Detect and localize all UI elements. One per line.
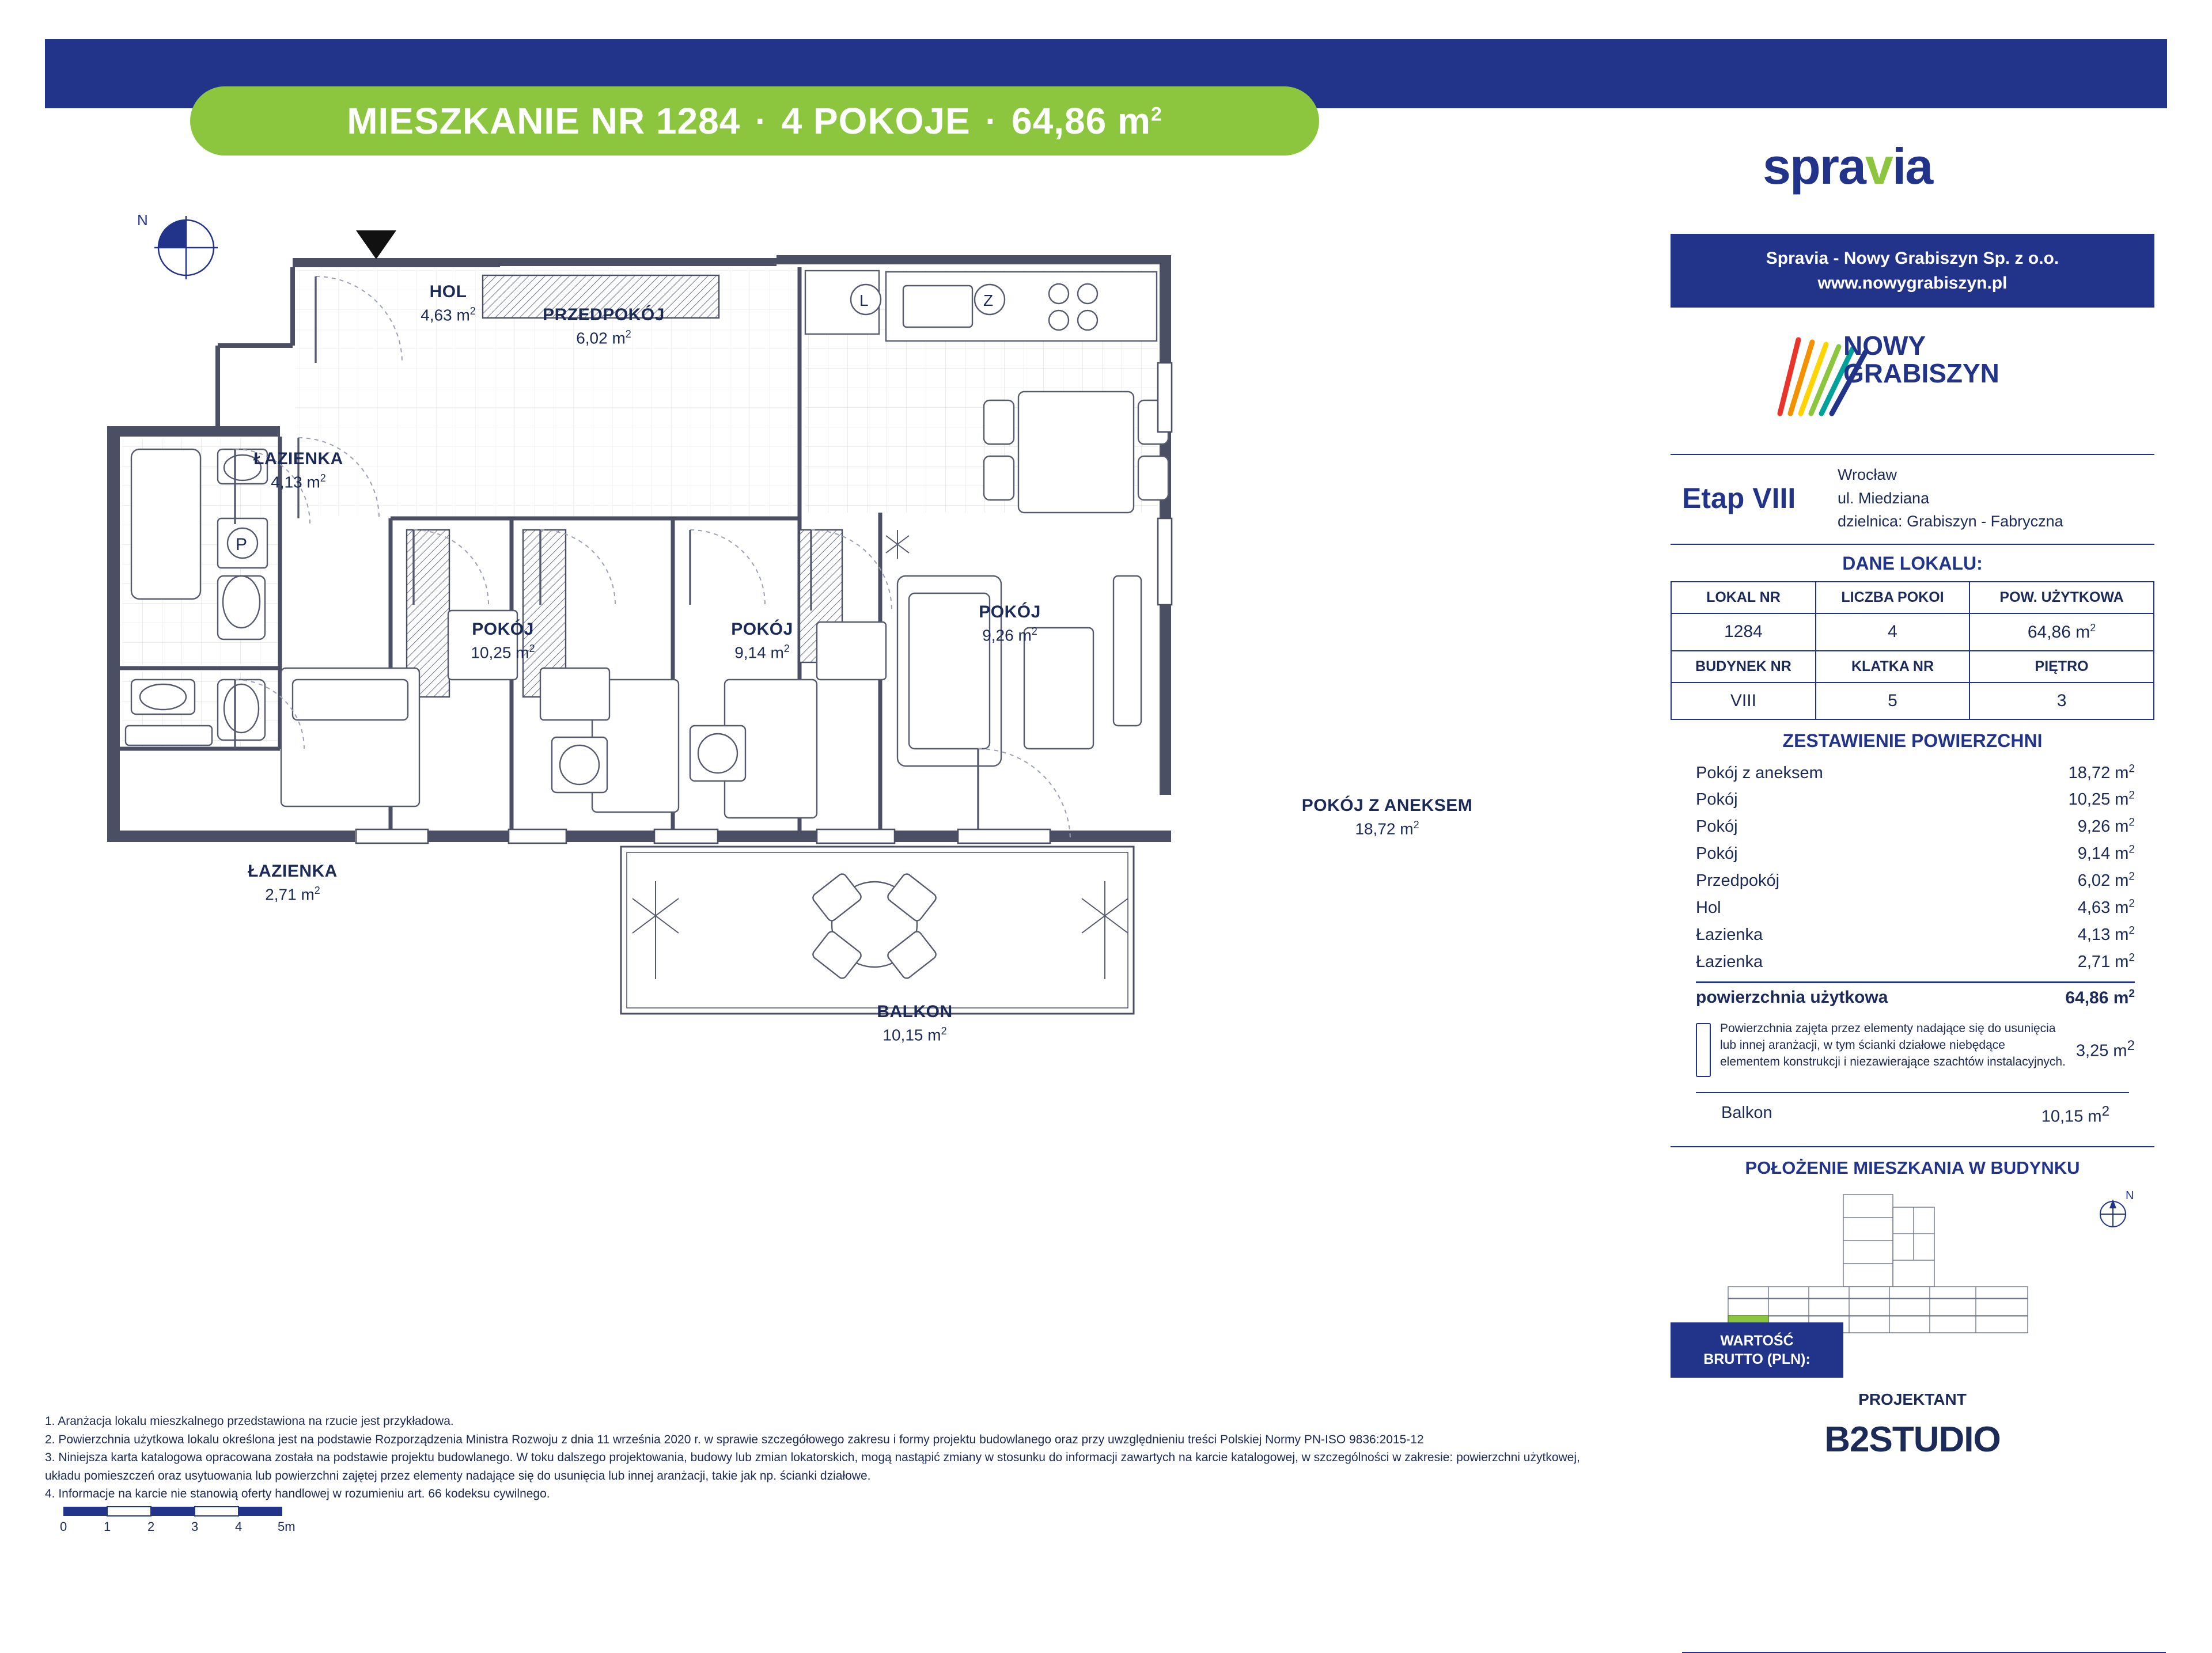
area-name: Pokój — [1696, 844, 1738, 863]
room-name: PRZEDPOKÓJ — [543, 305, 665, 324]
td-pow-uzytkowa: 64,86 $m^2$ — [1969, 613, 2154, 651]
stage-city: Wrocław — [1838, 466, 1897, 483]
list-item — [1696, 867, 2135, 894]
room-label-balkon — [840, 1002, 990, 1044]
stage-label: Etap VIII — [1682, 482, 1796, 514]
fridge-marker: L — [859, 291, 869, 309]
td-pietro: 3 — [1969, 683, 2154, 719]
scale-tick-4: 4 — [235, 1519, 243, 1534]
stage-address — [1838, 463, 2063, 533]
room-name: POKÓJ Z ANEKSEM — [1301, 796, 1473, 815]
table-header-row-2 — [1671, 651, 2154, 683]
room-label-przedpokoj — [500, 305, 707, 347]
company-website: www.nowygrabiszyn.pl — [1817, 274, 2008, 293]
scale-bar — [60, 1504, 639, 1539]
room-area: 9,14 $m^2$ — [734, 643, 790, 662]
scale-tick-2: 2 — [147, 1519, 155, 1534]
room-name: POKÓJ — [472, 620, 534, 639]
room-area: 9,26 $m^2$ — [982, 625, 1037, 644]
note-line-1: 1. Aranżacja lokalu mieszkalnego przedstawiona na rzucie jest przykładowa. — [45, 1415, 454, 1428]
local-data-table — [1671, 581, 2154, 720]
area-value: 2,71 $m^2$ — [2077, 951, 2135, 972]
areas-total-value: 64,86 $m^2$ — [2065, 988, 2135, 1008]
areas-title: ZESTAWIENIE POWIERZCHNI — [1782, 730, 2043, 751]
removable-elements-note — [1671, 1008, 2154, 1077]
room-label-pokoj-z-aneksem — [1272, 796, 1502, 838]
stage-block — [1671, 454, 2154, 1374]
area-name: Pokój — [1696, 790, 1738, 809]
table-row — [1671, 683, 2154, 719]
room-area: 4,63 $m^2$ — [421, 305, 476, 324]
td-klatka-nr: 5 — [1816, 683, 1969, 719]
floor-plan-drawing — [45, 173, 1623, 1319]
room-label-lazienka-2 — [212, 862, 373, 904]
title-separator-1: · — [755, 102, 767, 140]
room-area: 6,02 $m^2$ — [576, 328, 631, 347]
area-name: Przedpokój — [1696, 871, 1780, 890]
list-item — [1696, 786, 2135, 813]
room-name: POKÓJ — [979, 602, 1041, 621]
scale-tick-5: 5m — [278, 1519, 296, 1534]
svg-text:N: N — [137, 211, 148, 229]
list-item — [1696, 840, 2135, 867]
designer-label: PROJEKTANT — [1858, 1390, 1967, 1408]
price-label-line2: BRUTTO (PLN): — [1703, 1351, 1810, 1367]
balcony-row — [1696, 1092, 2129, 1127]
area-value: 18,72 $m^2$ — [2068, 762, 2135, 782]
th-pow-uzytkowa: POW. UŻYTKOWA — [1969, 582, 2154, 613]
areas-total-divider — [1696, 981, 2135, 983]
room-label-lazienka-1 — [218, 449, 379, 491]
area-value: 6,02 $m^2$ — [2077, 870, 2135, 890]
area-name: Łazienka — [1696, 953, 1763, 972]
list-item — [1696, 922, 2135, 949]
table-row — [1671, 613, 2154, 651]
note-text: Powierzchnia zajęta przez elementy nadające się do usunięcia lub innej aranżacji, w tym ścianki działowe niebędące elementem konstrukcji i niezawierające szachtów instalacyjnych. — [1720, 1022, 2066, 1069]
title-separator-2: · — [985, 102, 997, 140]
list-item — [1696, 949, 2135, 976]
room-label-pokoj-3 — [944, 602, 1076, 644]
area-value: 9,26 $m^2$ — [2077, 816, 2135, 836]
room-area: 10,15 $m^2$ — [882, 1025, 947, 1044]
areas-list — [1671, 760, 2154, 1009]
td-lokal-nr: 1284 — [1671, 613, 1816, 651]
room-count: 4 POKOJE — [781, 100, 971, 142]
note-line-3: 3. Niniejsza karta katalogowa opracowana została na podstawie projektu budowlanego. W toku dalszego projektowania, budowy lub zmian lokatorskich, mogą nastąpić zmiany w stosunku do informacji zawartych na karcie katalogowej, w szczególności w zakresie: powierzchni użytkowej, układu pomieszczeń oraz usytuowania lub powierzchni zajętej przez elementy nadające się do usunięcia lub innej aranżacji, takie jak np. ścianki działowe. — [45, 1451, 1580, 1483]
area-value: 4,63 $m^2$ — [2077, 897, 2135, 918]
list-item — [1696, 894, 2135, 922]
th-lokal-nr: LOKAL NR — [1671, 582, 1816, 613]
area-value: 4,13 $m^2$ — [2077, 924, 2135, 945]
stage-row — [1671, 455, 2154, 544]
td-budynek-nr: VIII — [1671, 683, 1816, 719]
room-area: 10,25 $m^2$ — [471, 643, 535, 662]
note-value: 3,25 $m^2$ — [2075, 1038, 2135, 1060]
washer-marker: P — [236, 535, 248, 554]
apartment-area: 64,86 $m^2$ — [1012, 100, 1162, 142]
td-liczba-pokoi: 4 — [1816, 613, 1969, 651]
th-pietro: PIĘTRO — [1969, 651, 2154, 683]
list-item — [1696, 760, 2135, 787]
compass-icon — [134, 204, 232, 302]
estate-name: NOWY GRABISZYN — [1843, 331, 1999, 389]
room-area: 18,72 $m^2$ — [1355, 819, 1419, 838]
th-klatka-nr: KLATKA NR — [1816, 651, 1969, 683]
price-box — [1671, 1322, 1843, 1378]
local-data-title: DANE LOKALU: — [1842, 552, 1983, 574]
room-name: POKÓJ — [731, 620, 793, 639]
price-label-line1: WARTOŚĆ — [1720, 1332, 1794, 1349]
areas-total-label: powierzchnia użytkowa — [1696, 988, 1888, 1007]
room-label-hol — [385, 282, 512, 324]
company-address-box — [1671, 234, 2154, 308]
dishwasher-marker: Z — [983, 291, 994, 309]
balcony-label: Balkon — [1721, 1104, 1772, 1123]
scale-tick-3: 3 — [191, 1519, 199, 1534]
area-name: Pokój — [1696, 817, 1738, 836]
info-panel — [1659, 108, 2168, 1459]
apartment-title-pill — [190, 86, 1319, 156]
list-item — [1696, 813, 2135, 840]
scale-tick-0: 0 — [60, 1519, 67, 1534]
designer-logo: B2STUDIO — [1824, 1420, 2001, 1459]
room-label-pokoj-1 — [437, 620, 569, 662]
areas-total-row — [1696, 988, 2135, 1008]
stage-street: ul. Miedziana — [1838, 489, 1930, 507]
room-name: ŁAZIENKA — [248, 862, 338, 881]
room-label-pokoj-2 — [696, 620, 828, 662]
scale-tick-1: 1 — [104, 1519, 111, 1534]
area-name: Hol — [1696, 898, 1721, 918]
room-name: ŁAZIENKA — [253, 449, 343, 468]
note-line-2: 2. Powierzchnia użytkowa lokalu określona jest na podstawie Rozporządzenia Ministra Rozwoju z dnia 11 września 2020 r. w sprawie szczegółowego zakresu i formy projektu budowlanego oraz przy uwzględnieniu treści Polskiej Normy PN-ISO 9836:2015-12 — [45, 1432, 1424, 1446]
table-header-row-1 — [1671, 582, 2154, 613]
apartment-number: MIESZKANIE NR 1284 — [347, 100, 741, 142]
stage-district: dzielnica: Grabiszyn - Fabryczna — [1838, 513, 2063, 530]
room-area: 2,71 $m^2$ — [265, 885, 320, 904]
company-name: Spravia - Nowy Grabiszyn Sp. z o.o. — [1766, 248, 2059, 268]
area-value: 9,14 $m^2$ — [2077, 843, 2135, 863]
hatch-swatch-icon — [1696, 1023, 1711, 1077]
building-location-title: POŁOŻENIE MIESZKANIA W BUDYNKU — [1745, 1157, 2080, 1178]
room-name: BALKON — [877, 1002, 953, 1021]
note-line-4: 4. Informacje na karcie nie stanowią oferty handlowej w rozumieniu art. 66 kodeksu cywilnego. — [45, 1487, 550, 1500]
area-name: Pokój z aneksem — [1696, 763, 1823, 782]
area-value: 10,25 $m^2$ — [2068, 789, 2135, 809]
building-north-letter: N — [2126, 1189, 2134, 1202]
legal-notes — [45, 1412, 1612, 1503]
area-name: Łazienka — [1696, 926, 1763, 945]
floor-plan — [45, 173, 1623, 1319]
spravia-logo: spravia — [1763, 138, 1933, 195]
th-liczba-pokoi: LICZBA POKOI — [1816, 582, 1969, 613]
room-area: 4,13 $m^2$ — [271, 472, 326, 491]
room-name: HOL — [429, 282, 467, 301]
th-budynek-nr: BUDYNEK NR — [1671, 651, 1816, 683]
balcony-value: 10,15 $m^2$ — [2041, 1104, 2109, 1126]
